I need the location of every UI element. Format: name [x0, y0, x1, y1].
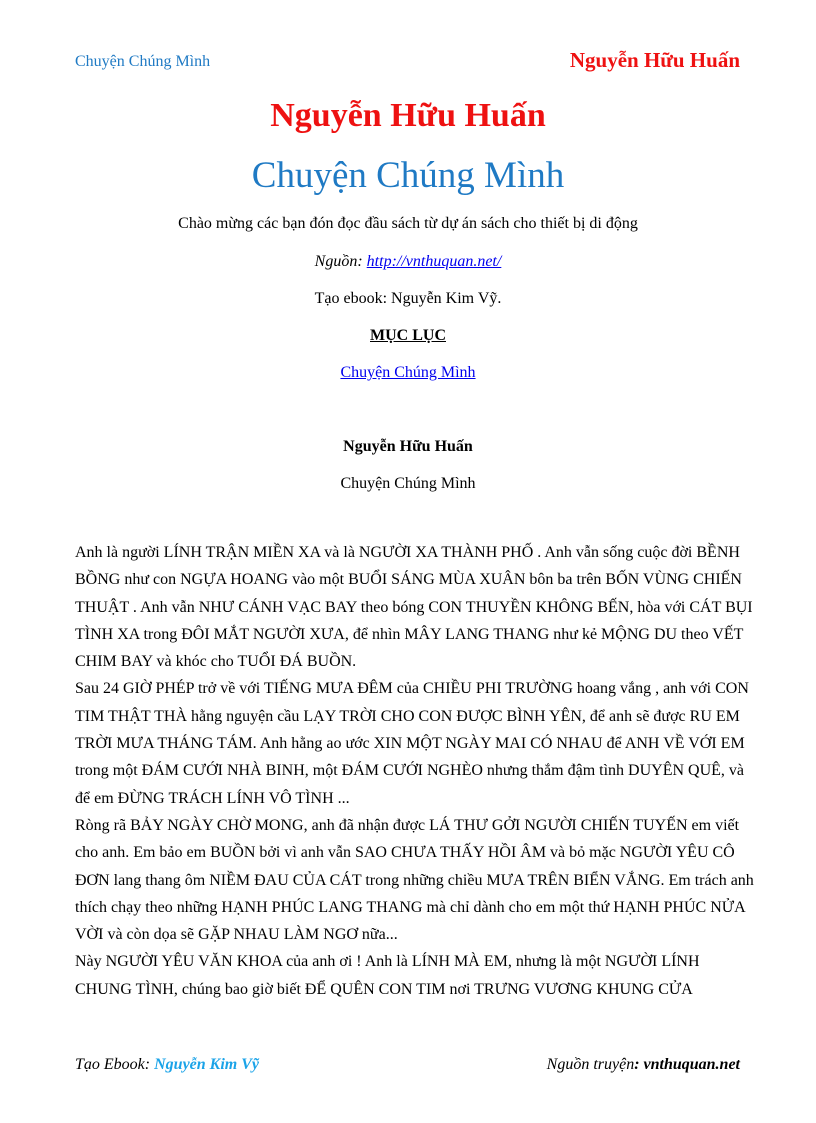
creator-line: Tạo ebook: Nguyễn Kim Vỹ. — [314, 290, 502, 307]
source-label: Nguồn: — [314, 253, 367, 270]
footer-creator — [75, 1056, 259, 1074]
footer-source-site: vnthuquan.net — [643, 1056, 740, 1073]
toc-title: MỤC LỤC — [370, 327, 446, 344]
toc-link-chuyen-chung-minh[interactable]: Chuyện Chúng Mình — [340, 364, 476, 381]
paragraph: Ròng rã BẢY NGÀY CHỜ MONG, anh đã nhận được LÁ THƯ GỞI NGƯỜI CHIẾN TUYẾN em viết cho anh. Em bảo em BUỒN bởi vì anh vẫn SAO CHƯA THẤY HỒI ÂM và bỏ mặc NGƯỜI YÊU CÔ ĐƠN lang thang ôm NIỀM ĐAU CỦA CÁT trong những chiều MƯA TRÊN BIỂN VẮNG. Em trách anh thích chạy theo những HẠNH PHÚC LANG THANG mà chỉ dành cho em một thứ HẠNH PHÚC NỬA VỜI và còn dọa sẽ GẶP NHAU LÀM NGƠ nữa... — [75, 816, 754, 944]
welcome-text: Chào mừng các bạn đón đọc đầu sách từ dự án sách cho thiết bị di động — [178, 215, 638, 232]
footer-creator-label: Tạo Ebook — [75, 1056, 145, 1073]
title-author: Nguyễn Hữu Huấn — [270, 97, 546, 134]
chapter-author: Nguyễn Hữu Huấn — [343, 438, 473, 455]
chapter-title: Chuyện Chúng Mình — [340, 475, 476, 492]
toc-item — [0, 364, 816, 382]
paragraph: Sau 24 GIỜ PHÉP trở về với TIẾNG MƯA ĐÊM của CHIỀU PHI TRƯỜNG hoang vắng , anh với CON TIM THẬT THÀ hằng nguyện cầu LẠY TRỜI CHO CON ĐƯỢC BÌNH YÊN, để anh sẽ được RU EM TRỜI MƯA THÁNG TÁM. Anh hằng ao ước XIN MỘT NGÀY MAI CÓ NHAU để ANH VỀ VỚI EM trong một ĐÁM CƯỚI NHÀ BINH, một ĐÁM CƯỚI NGHÈO nhưng thắm đậm tình DUYÊN QUÊ, và để em ĐỪNG TRÁCH LÍNH VÔ TÌNH ... — [75, 680, 749, 807]
paragraph: Anh là người LÍNH TRẬN MIỀN XA và là NGƯỜI XA THÀNH PHỐ . Anh vẫn sống cuộc đời BỀNH BỒNG như con NGỰA HOANG vào một BUỔI SÁNG MÙA XUÂN bôn ba trên BỐN VÙNG CHIẾN THUẬT . Anh vẫn NHƯ CÁNH VẠC BAY theo bóng CON THUYỀN KHÔNG BẾN, hòa với CÁT BỤI TÌNH XA trong ĐÔI MẮT NGƯỜI XƯA, để nhìn MÂY LANG THANG như kẻ MỘNG DU theo VẾT CHIM BAY và khóc cho TUỔI ĐÁ BUỒN. — [75, 544, 753, 671]
footer-source — [547, 1056, 740, 1074]
chapter-body — [75, 539, 755, 1003]
footer-separator: : — [634, 1056, 644, 1073]
footer-separator: : — [144, 1056, 155, 1073]
header-book-title: Chuyện Chúng Mình — [75, 53, 211, 70]
header-author: Nguyễn Hữu Huấn — [569, 48, 740, 72]
paragraph: Này NGƯỜI YÊU VĂN KHOA của anh ơi ! Anh là LÍNH MÀ EM, nhưng là một NGƯỜI LÍNH CHUNG TÌNH, chúng bao giờ biết ĐỂ QUÊN CON TIM nơi TRƯNG VƯƠNG KHUNG CỬA — [75, 953, 700, 998]
footer-source-label: Nguồn truyện — [546, 1056, 635, 1073]
source-link[interactable]: http://vnthuquan.net/ — [366, 253, 502, 270]
source-line — [0, 253, 816, 271]
footer-creator-name: Nguyễn Kim Vỹ — [154, 1056, 259, 1073]
title-book: Chuyện Chúng Mình — [251, 155, 565, 196]
